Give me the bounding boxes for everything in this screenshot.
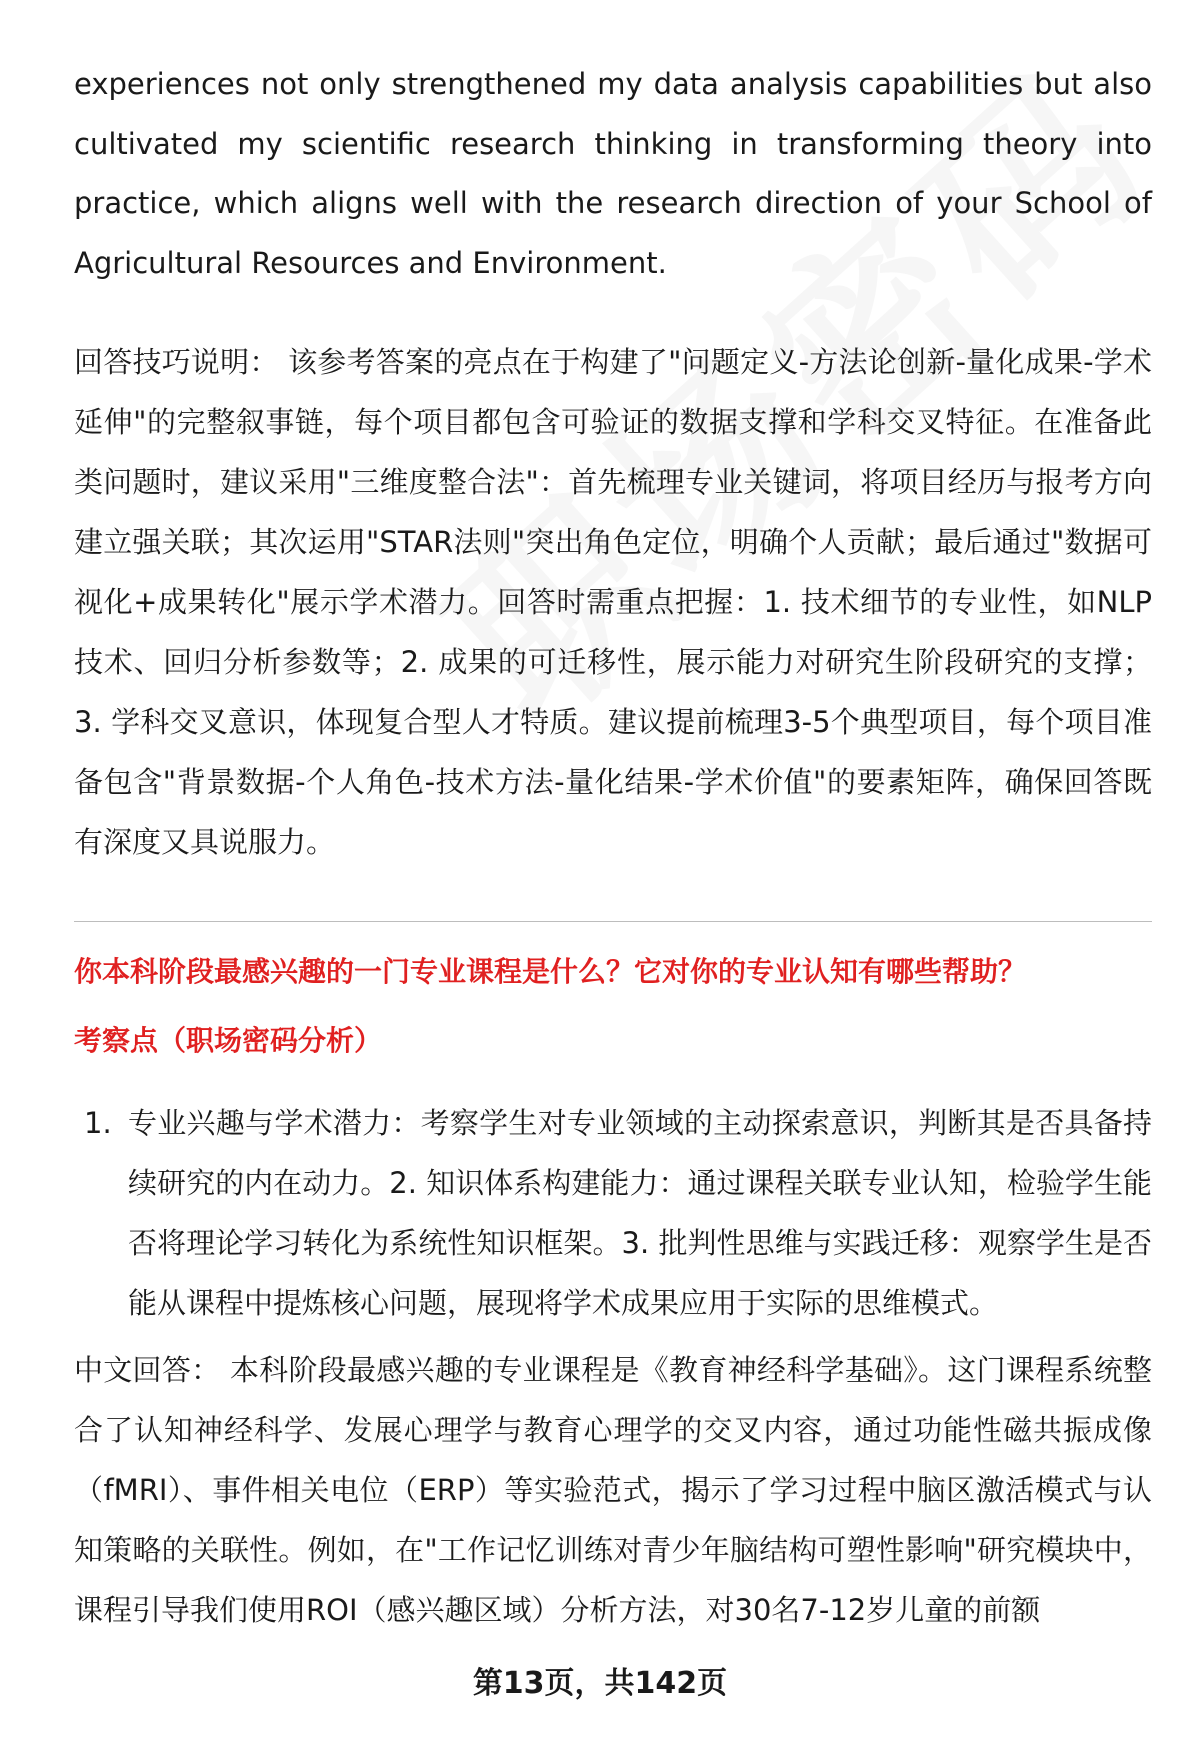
assessment-heading: 考察点（职场密码分析） <box>74 1024 383 1057</box>
intro-paragraph-block <box>74 55 1152 293</box>
intro-paragraph: experiences not only strengthened my data analysis capabilities but also cultivated my scientific research thinking in transforming theory into practice, which aligns well with the research direction of your School of Agricultural Resources and Environment. <box>74 67 1152 280</box>
page-footer: 第13页，共142页 <box>472 1666 728 1701</box>
section-divider <box>74 921 1152 922</box>
assessment-list-item: 专业兴趣与学术潜力：考察学生对专业领域的主动探索意识，判断其是否具备持续研究的内在动力。2. 知识体系构建能力：通过课程关联专业认知，检验学生能否将理论学习转化为系统性知识框架。3. 批判性思维与实践迁移：观察学生是否能从课程中提炼核心问题，展现将学术成果应用于实际的思维模式。 <box>128 1106 1152 1320</box>
tips-paragraph: 回答技巧说明： 该参考答案的亮点在于构建了"问题定义-方法论创新-量化成果-学术延伸"的完整叙事链，每个项目都包含可验证的数据支撑和学科交叉特征。在准备此类问题时，建议采用"三维度整合法"：首先梳理专业关键词，将项目经历与报考方向建立强关联；其次运用"STAR法则"突出角色定位，明确个人贡献；最后通过"数据可视化+成果转化"展示学术潜力。回答时需重点把握：1. 技术细节的专业性，如NLP技术、回归分析参数等；2. 成果的可迁移性，展示能力对研究生阶段研究的支撑；3. 学科交叉意识，体现复合型人才特质。建议提前梳理3-5个典型项目，每个项目准备包含"背景数据-个人角色-技术方法-量化结果-学术价值"的要素矩阵，确保回答既有深度又具说服力。 <box>74 345 1152 859</box>
answer-paragraph: 中文回答： 本科阶段最感兴趣的专业课程是《教育神经科学基础》。这门课程系统整合了认知神经科学、发展心理学与教育心理学的交叉内容，通过功能性磁共振成像（fMRI）、事件相关电位（ERP）等实验范式，揭示了学习过程中脑区激活模式与认知策略的关联性。例如，在"工作记忆训练对青少年脑结构可塑性影响"研究模块中，课程引导我们使用ROI（感兴趣区域）分析方法，对30名7-12岁儿童的前额 <box>74 1353 1152 1627</box>
answer-paragraph-block <box>74 1340 1152 1640</box>
tips-paragraph-block <box>74 332 1152 872</box>
list-number: 1. <box>84 1106 112 1140</box>
question-heading: 你本科阶段最感兴趣的一门专业课程是什么？它对你的专业认知有哪些帮助？ <box>74 955 1027 988</box>
